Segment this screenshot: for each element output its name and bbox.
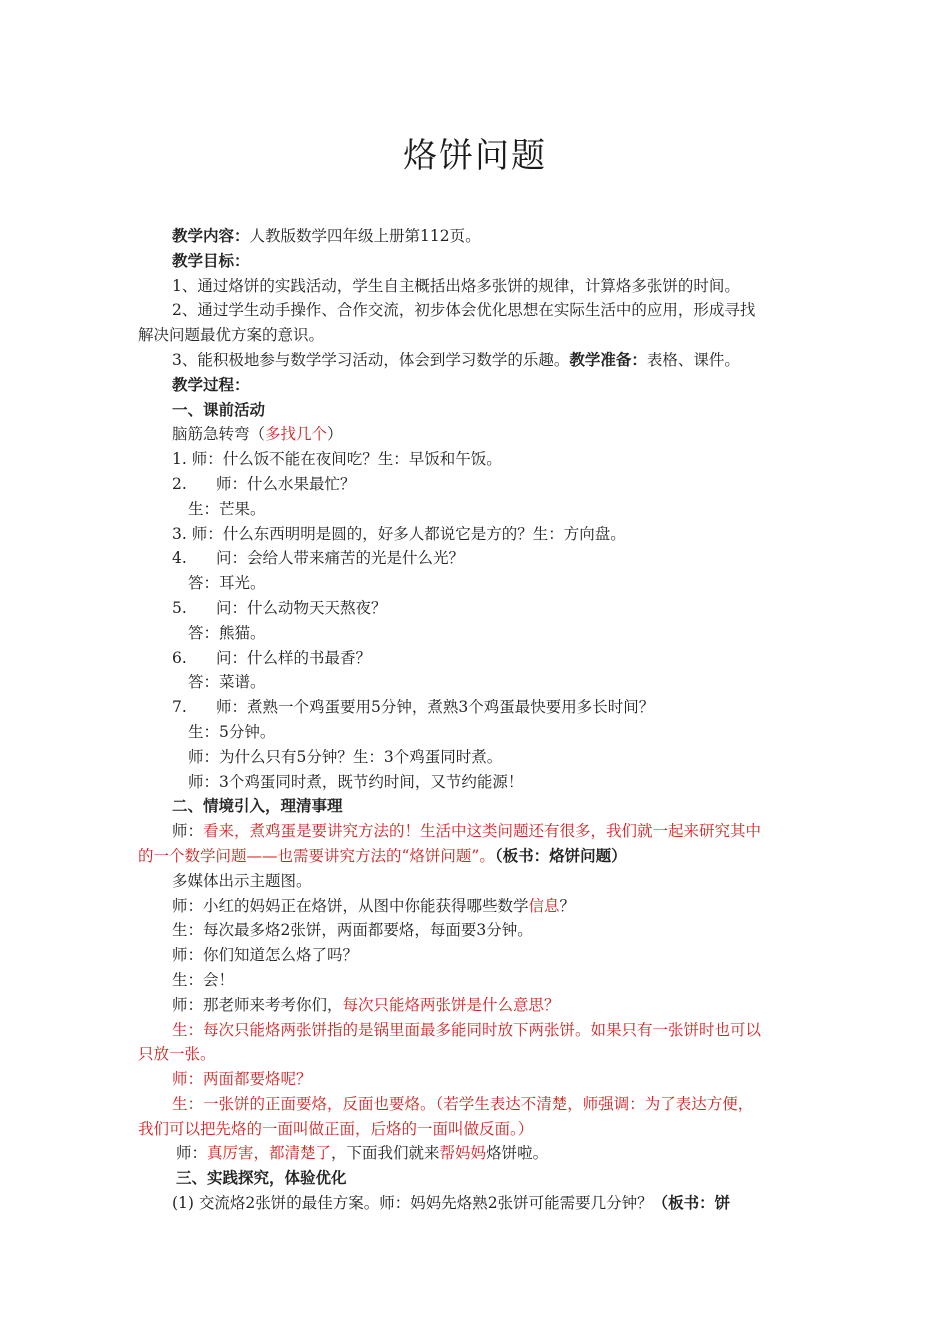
riddle-5-question: 问：什么动物天天熬夜？ bbox=[216, 598, 387, 617]
teacher-4-text: 师：那老师来考考你们， bbox=[172, 995, 343, 1014]
teacher-6-red-text: 真厉害，都清楚了 bbox=[207, 1144, 332, 1163]
riddle-5-line bbox=[138, 596, 818, 621]
teacher-4-red-text: 每次只能烙两张饼是什么意思？ bbox=[342, 995, 560, 1014]
board-note-1: （板书：烙饼问题） bbox=[494, 845, 627, 865]
riddle-6-line bbox=[138, 646, 818, 671]
media-display: 多媒体出示主题图。 bbox=[172, 871, 312, 890]
riddle-7-number: 7. bbox=[172, 698, 187, 717]
teacher-6-red-text-2: 帮妈妈 bbox=[439, 1144, 487, 1163]
speaker-teacher: 师： bbox=[172, 822, 204, 841]
label-teaching-process: 教学过程： bbox=[172, 374, 250, 394]
section-2-student-2: 生：每次最多烙2张饼，两面都要烙，每面要3分钟。 bbox=[172, 921, 533, 940]
teaching-content-line bbox=[138, 224, 818, 249]
section-2-teacher-5: 师：两面都要烙呢？ bbox=[172, 1070, 312, 1089]
goal-1: 1、通过烙饼的实践活动，学生自主概括出烙多张饼的规律，计算烙多张饼的时间。 bbox=[172, 276, 740, 295]
teaching-content-text: 人教版数学四年级上册第112页。 bbox=[249, 227, 481, 245]
section-2-teacher-6 bbox=[138, 1141, 818, 1166]
riddle-2-answer: 生：芒果。 bbox=[188, 499, 266, 518]
riddle-6-answer: 答：菜谱。 bbox=[188, 673, 266, 692]
section-2-student-5-cont: 我们可以把先烙的一面叫做正面，后烙的一面叫做反面。） bbox=[138, 1119, 534, 1138]
section-3-line-1 bbox=[138, 1191, 818, 1216]
teacher-2-suffix: ？ bbox=[559, 896, 576, 915]
riddle-5-answer: 答：熊猫。 bbox=[188, 623, 266, 642]
teacher-6-suffix: 烙饼啦。 bbox=[486, 1144, 549, 1163]
teacher-2-red-text: 信息 bbox=[528, 896, 560, 915]
section-2-student-4-cont: 只放一张。 bbox=[138, 1045, 216, 1064]
riddle-6-number: 6. bbox=[172, 648, 187, 667]
riddle-4-line bbox=[138, 546, 818, 571]
riddle-7-teacher-b: 师：3个鸡蛋同时煮，既节约时间，又节约能源！ bbox=[188, 772, 524, 791]
riddle-2-number: 2. bbox=[172, 474, 187, 493]
teacher-6-prefix: 师： bbox=[176, 1144, 208, 1163]
teacher-1-red-text-2: 的一个数学问题——也需要讲究方法的“烙饼问题”。 bbox=[138, 846, 495, 865]
teacher-2-text: 师：小红的妈妈正在烙饼，从图中你能获得哪些数学 bbox=[172, 896, 529, 915]
riddle-5-number: 5. bbox=[172, 598, 187, 617]
goal-2-continued: 解决问题最优方案的意识。 bbox=[138, 326, 325, 345]
document-body bbox=[138, 224, 818, 1216]
teaching-prep-text: 表格、课件。 bbox=[646, 350, 740, 369]
riddle-1: 1. 师：什么饭不能在夜间吃？生：早饭和午饭。 bbox=[172, 450, 502, 469]
teacher-1-red-text: 看来，煮鸡蛋是要讲究方法的！生活中这类问题还有很多，我们就一起来研究其中 bbox=[203, 822, 762, 841]
riddle-3: 3. 师：什么东西明明是圆的，好多人都说它是方的？生：方向盘。 bbox=[172, 524, 626, 543]
section-2-teacher-1 bbox=[138, 819, 818, 844]
riddle-7-line bbox=[138, 695, 818, 720]
section-3-heading: 三、实践探究，体验优化 bbox=[176, 1168, 347, 1188]
label-teaching-content: 教学内容： bbox=[172, 226, 250, 245]
riddle-7-teacher-a: 师：为什么只有5分钟？生：3个鸡蛋同时煮。 bbox=[188, 747, 503, 766]
label-teaching-prep: 教学准备： bbox=[569, 349, 647, 369]
section-2-teacher-2 bbox=[138, 894, 818, 919]
section-2-student-3: 生：会！ bbox=[172, 970, 235, 989]
teacher-6-mid: ，下面我们就来 bbox=[331, 1144, 440, 1163]
riddle-7-question: 师：煮熟一个鸡蛋要用5分钟，煮熟3个鸡蛋最快要用多长时间？ bbox=[216, 698, 655, 717]
riddle-close: ） bbox=[327, 425, 343, 444]
riddle-4-question: 问：会给人带来痛苦的光是什么光？ bbox=[216, 549, 465, 568]
section-2-teacher-1-cont bbox=[138, 844, 818, 869]
board-note-2: （板书：饼 bbox=[652, 1193, 731, 1213]
riddle-2-question: 师：什么水果最忙？ bbox=[216, 474, 356, 493]
section-2-student-5: 生：一张饼的正面要烙，反面也要烙。（若学生表达不清楚，师强调：为了表达方便， bbox=[172, 1094, 754, 1113]
label-teaching-goals: 教学目标： bbox=[172, 250, 250, 270]
section-3-line-1-text: (1) 交流烙2张饼的最佳方案。师：妈妈先烙熟2张饼可能需要几分钟？ bbox=[172, 1194, 653, 1213]
riddle-4-number: 4. bbox=[172, 549, 187, 568]
riddle-7-answer: 生：5分钟。 bbox=[188, 722, 276, 741]
riddle-4-answer: 答：耳光。 bbox=[188, 574, 266, 593]
section-2-heading: 二、情境引入，理清事理 bbox=[172, 796, 343, 816]
riddle-intro-line bbox=[138, 422, 818, 447]
goal-3-line bbox=[138, 348, 818, 373]
goal-3: 3、能积极地参与数学学习活动，体会到学习数学的乐趣。 bbox=[172, 350, 570, 369]
riddle-note: 多找几个 bbox=[265, 425, 328, 444]
goal-2: 2、通过学生动手操作、合作交流，初步体会优化思想在实际生活中的应用，形成寻找 bbox=[172, 301, 756, 320]
riddle-intro: 脑筋急转弯（ bbox=[172, 425, 266, 444]
section-1-heading: 一、课前活动 bbox=[172, 399, 266, 419]
page-title: 烙饼问题 bbox=[403, 136, 547, 176]
riddle-6-question: 问：什么样的书最香？ bbox=[216, 648, 372, 667]
section-2-teacher-4 bbox=[138, 993, 818, 1018]
section-2-teacher-3: 师：你们知道怎么烙了吗？ bbox=[172, 946, 359, 965]
riddle-2-line bbox=[138, 472, 818, 497]
section-2-student-4: 生：每次只能烙两张饼指的是锅里面最多能同时放下两张饼。如果只有一张饼时也可以 bbox=[172, 1020, 762, 1039]
